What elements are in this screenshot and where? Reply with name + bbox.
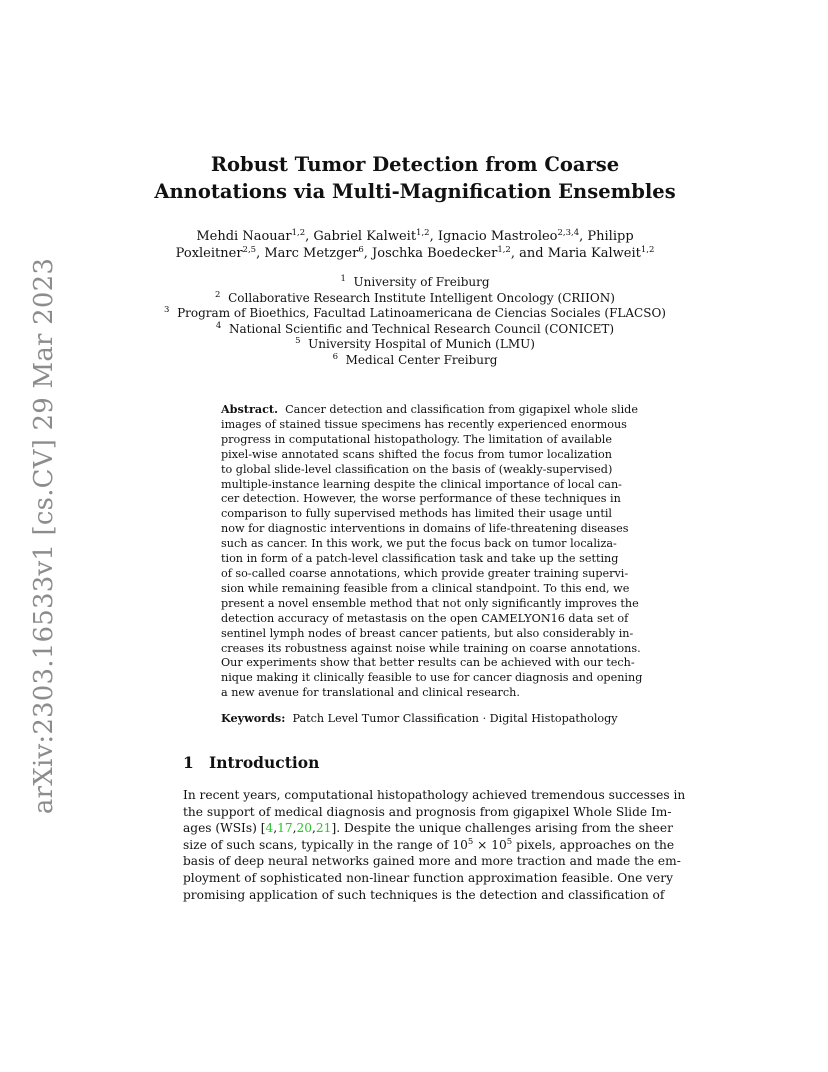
affiliation-number: 4	[215, 320, 222, 331]
body-text: ages (WSIs) [	[183, 821, 266, 836]
author-separator: , and	[510, 246, 548, 261]
abstract-line: images of stained tissue specimens has recently experienced enormous	[221, 417, 627, 431]
citation-link[interactable]: 21	[315, 821, 332, 836]
body-line: the support of medical diagnosis and prognosis from gigapixel Whole Slide Im-	[183, 804, 672, 819]
abstract-text: Cancer detection and classification from gigapixel whole slide	[285, 403, 638, 416]
author-name: Ignacio Mastroleo	[437, 229, 558, 244]
body-line: ages (WSIs) [4,17,20,21]. Despite the unique challenges arising from the sheer	[183, 821, 673, 836]
author-separator: , Philipp	[579, 229, 634, 244]
author-name: Maria Kalweit	[547, 246, 641, 261]
body-text: ]. Despite the unique challenges arising from the sheer	[331, 821, 673, 836]
arxiv-identifier: arXiv:2303.16533v1 [cs.CV] 29 Mar 2023	[29, 257, 59, 815]
affiliation	[150, 291, 680, 307]
affiliation-text: National Scientific and Technical Research Council (CONICET)	[228, 321, 615, 336]
author-affil-mark: 1,2	[416, 228, 430, 238]
abstract-line: comparison to fully supervised methods has limited their usage until	[221, 507, 612, 521]
abstract-line: such as cancer. In this work, we put the focus back on tumor localiza-	[221, 537, 617, 551]
author-separator: ,	[256, 246, 265, 261]
title-line: Robust Tumor Detection from Coarse	[210, 153, 620, 176]
author-name: Poxleitner	[175, 246, 243, 261]
author-line	[150, 245, 680, 262]
affiliation	[150, 337, 680, 353]
abstract-line: progress in computational histopathology. The limitation of available	[221, 432, 612, 446]
author-affil-mark: 2,3,4	[557, 228, 580, 238]
citation-link[interactable]: 17	[277, 821, 293, 836]
abstract-line: detection accuracy of metastasis on the open CAMELYON16 data set of	[221, 611, 629, 625]
author-affil-mark: 1,2	[497, 245, 511, 255]
body-line	[183, 836, 675, 854]
affiliation-text: University Hospital of Munich (LMU)	[308, 337, 535, 351]
abstract-label: Abstract.	[221, 402, 278, 416]
author-affil-mark: 6	[358, 245, 364, 255]
affiliation-text: Program of Bioethics, Facultad Latinoamericana de Ciencias Sociales (FLACSO)	[177, 306, 666, 320]
abstract-line: now for diagnostic interventions in domains of life-threatening diseases	[221, 522, 629, 536]
affiliation-number: 5	[295, 336, 301, 346]
author-name: Gabriel Kalweit	[313, 229, 417, 244]
author-affil-mark: 2,5	[242, 245, 257, 255]
keywords-text: Patch Level Tumor Classification · Digital Histopathology	[292, 712, 618, 725]
section-heading	[183, 753, 319, 773]
abstract	[221, 402, 643, 701]
body-text: size of such scans, typically in the range of 10	[183, 837, 468, 852]
affiliation	[150, 353, 680, 369]
section-title: Introduction	[209, 753, 320, 772]
exponent: 5	[467, 836, 474, 847]
abstract-line: pixel-wise annotated scans shifted the focus from tumor localization	[221, 447, 612, 461]
affiliation-list	[150, 275, 680, 368]
author-separator: ,	[305, 229, 314, 244]
affiliation	[150, 275, 680, 291]
body-line: promising application of such techniques is the detection and classification of	[183, 887, 665, 902]
abstract-line: tion in form of a patch-level classification task and take up the setting	[221, 552, 619, 566]
exponent: 5	[506, 836, 513, 847]
body-line: ployment of sophisticated non-linear function approximation feasible. One very	[183, 870, 673, 885]
author-affil-mark: 1,2	[640, 245, 655, 255]
affiliation-text: University of Freiburg	[353, 275, 490, 289]
affiliation-number: 1	[340, 274, 346, 284]
abstract-line: Our experiments show that better results can be achieved with our tech-	[221, 656, 635, 670]
author-separator: ,	[363, 246, 373, 261]
affiliation-number: 6	[332, 351, 338, 362]
abstract-line: creases its robustness against noise while training on coarse annotations.	[221, 641, 641, 655]
abstract-line: a new avenue for translational and clinical research.	[221, 686, 520, 700]
affiliation-number: 2	[215, 289, 221, 300]
author-name: Joschka Boedecker	[372, 246, 498, 261]
abstract-line: sentinel lymph nodes of breast cancer patients, but also considerably in-	[221, 626, 634, 640]
body-text: pixels, approaches on the	[512, 837, 675, 852]
citation-link[interactable]: 20	[296, 821, 313, 836]
affiliation	[150, 306, 680, 322]
keywords-label: Keywords:	[221, 711, 286, 725]
abstract-line: cer detection. However, the worse performance of these techniques in	[221, 492, 621, 506]
affiliation-number: 3	[164, 305, 170, 315]
author-list	[150, 228, 680, 262]
abstract-line: multiple-instance learning despite the clinical importance of local can-	[221, 477, 622, 491]
abstract-line: sion while remaining feasible from a clinical standpoint. To this end, we	[221, 581, 630, 595]
affiliation-text: Collaborative Research Institute Intelligent Oncology (CRIION)	[228, 290, 615, 305]
title-line: Annotations via Multi-Magnification Ensembles	[154, 180, 676, 203]
author-name: Marc Metzger	[264, 246, 359, 261]
paper-title	[150, 151, 680, 205]
abstract-line	[221, 402, 638, 418]
body-text: × 10	[473, 837, 507, 852]
affiliation-text: Medical Center Freiburg	[345, 352, 498, 367]
body-line: In recent years, computational histopathology achieved tremendous successes in	[183, 788, 686, 802]
abstract-line: of so-called coarse annotations, which provide greater training supervi-	[221, 566, 629, 580]
author-name: Mehdi Naouar	[196, 229, 292, 244]
citation-link[interactable]: 4	[265, 821, 274, 836]
abstract-line: present a novel ensemble method that not only significantly improves the	[221, 596, 639, 610]
author-separator: ,	[429, 229, 438, 244]
keywords	[221, 711, 621, 726]
affiliation	[150, 322, 680, 338]
author-affil-mark: 1,2	[291, 228, 306, 238]
intro-paragraph	[183, 787, 686, 903]
author-line	[150, 228, 680, 245]
abstract-line: to global slide-level classification on the basis of (weakly-supervised)	[221, 462, 613, 476]
abstract-line: nique making it clinically feasible to use for cancer diagnosis and opening	[221, 671, 643, 685]
section-number: 1	[183, 753, 194, 772]
body-line: basis of deep neural networks gained more and more traction and made the em-	[183, 854, 681, 869]
